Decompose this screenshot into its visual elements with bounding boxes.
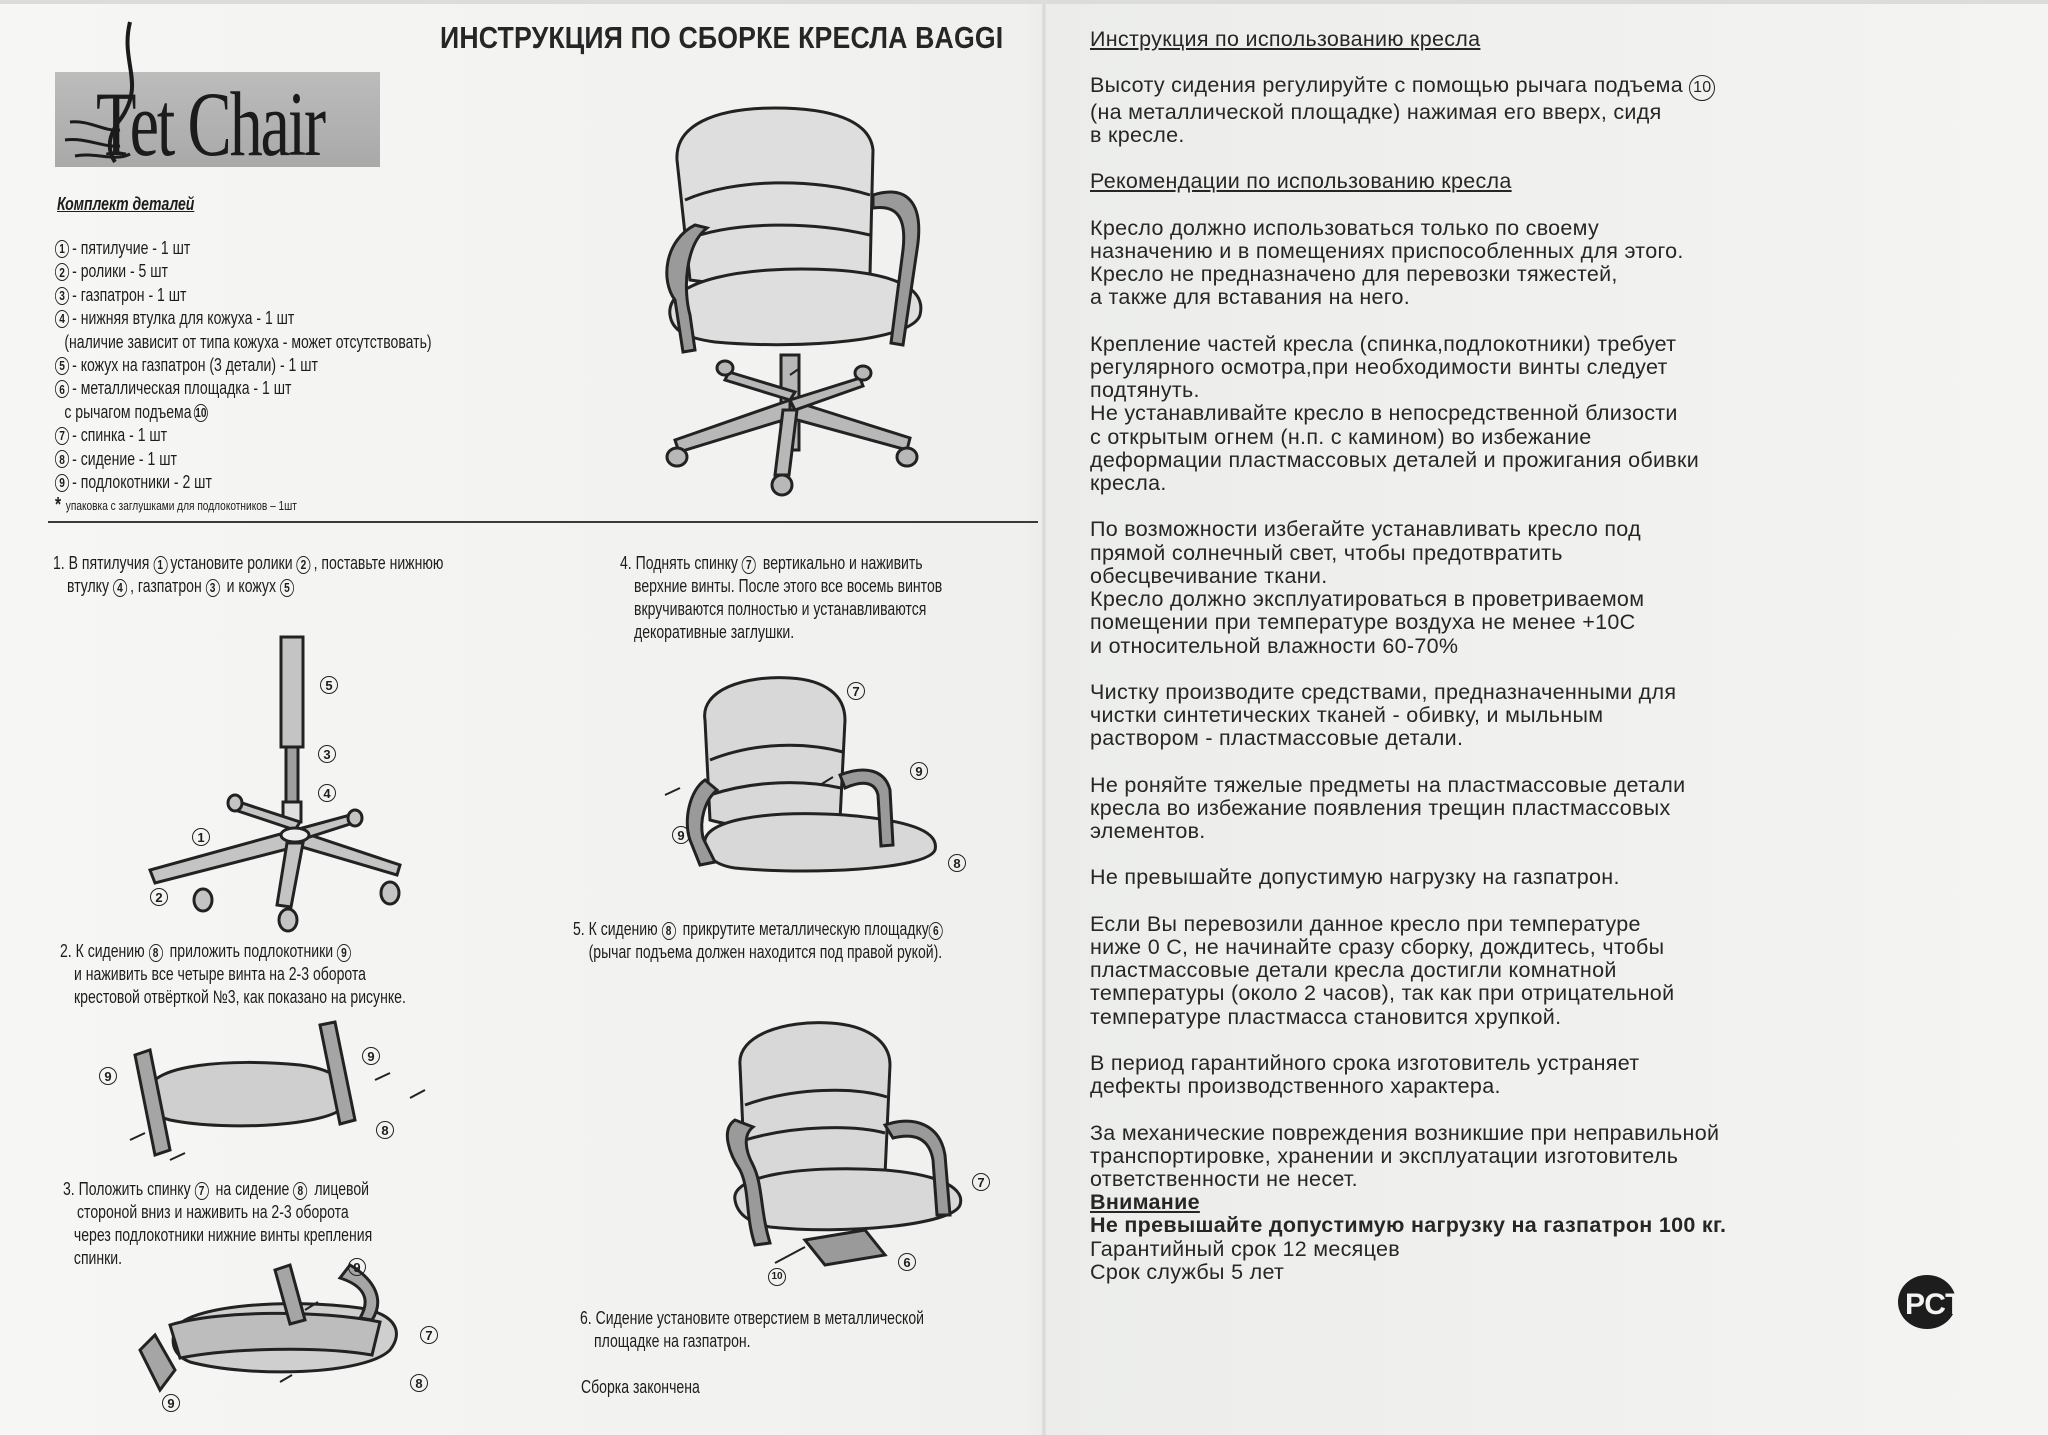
callout-9: 9 [910, 762, 932, 781]
scan-edge [0, 0, 2048, 4]
callout-4: 4 [318, 784, 340, 803]
usage-paragraph: Чистку производите средствами, предназначенными для чистки синтетических тканей - обивку, и мыльным раствором - пластмассовые детали. [1090, 679, 1677, 751]
brand-name: Tet Chair [96, 73, 324, 175]
callout-9: 9 [348, 1258, 370, 1277]
usage-paragraph: Не роняйте тяжелые предметы на пластмассовые детали кресла во избежание появления трещин пластмассовых элементов. [1090, 772, 1686, 844]
callout-9: 9 [99, 1067, 121, 1086]
usage-paragraph: Если Вы перевозили данное кресло при температуре ниже 0 С, не начинайте сразу сборку, дождитесь, чтобы пластмассовые детали кресла достигли комнатной температуры (около 2 часов), так как при отрицательной температуре пластмасса становится хрупкой. [1090, 911, 1675, 1029]
warranty-text: Гарантийный срок 12 месяцев [1090, 1236, 1400, 1261]
step-5-illustration [715, 1015, 975, 1285]
step-4-text: 4. Поднять спинку 7 вертикально и наживить верхние винты. После этого все восемь винтов вкручиваются полностью и устанавливаются декоративные заглушки. [620, 553, 943, 642]
step-2-text: 2. К сидению 8 приложить подлокотники 9 и наживить все четыре винта на 2-3 оборота крестовой отвёрткой №3, как показано на рисунке. [60, 941, 406, 1007]
usage-paragraph: По возможности избегайте устанавливать кресло под прямой солнечный свет, чтобы предотвратить обесцвечивание ткани. Кресло должно эксплуатироваться в проветриваемом помещении при температуре воздуха не менее +10С и относительной влажности 60-70% [1090, 517, 1645, 658]
list-item: 2 - ролики - 5 шт [55, 260, 432, 283]
assembled-chair-illustration [655, 100, 955, 500]
callout-1: 1 [192, 828, 214, 847]
warning-heading: Внимание [1090, 1190, 1200, 1215]
callout-8: 8 [948, 854, 970, 873]
callout-6: 6 [898, 1253, 920, 1272]
page-title: ИНСТРУКЦИЯ ПО СБОРКЕ КРЕСЛА BAGGI [440, 20, 1004, 55]
certification-mark-icon [1895, 1272, 1965, 1332]
list-item: 6 - металлическая площадка - 1 шт [55, 377, 432, 400]
cert-mark-text: РСТ [1905, 1288, 1964, 1321]
step-3-text: 3. Положить спинку 7 на сидение 8 лицевой стороной вниз и наживить на 2-3 оборота через подлокотники нижние винты крепления спинки. [63, 1179, 373, 1268]
list-item: 3 - газпатрон - 1 шт [55, 284, 432, 307]
usage-paragraph: Не превышайте допустимую нагрузку на газпатрон. [1090, 865, 1620, 890]
usage-paragraph: Кресло должно использоваться только по своему назначению и в помещениях приспособленных для этого. Кресло не предназначено для перевозки тяжестей, а также для вставания на него. [1090, 215, 1684, 310]
list-item: 7 - спинка - 1 шт [55, 424, 432, 447]
warning-text: Не превышайте допустимую нагрузку на газпатрон 100 кг. [1090, 1213, 1727, 1238]
usage-paragraph: За механические повреждения возникшие при неправильной транспортировке, хранении и эксплуатации изготовитель ответственности не несет. [1090, 1120, 1720, 1192]
step-6-text: 6. Сидение установите отверстием в металлической площадке на газпатрон. [580, 1308, 924, 1351]
recommendations-heading: Рекомендации по использованию кресла [1090, 169, 1512, 194]
kit-footnote: * упаковка с заглушками для подлокотников – 1шт [55, 494, 297, 517]
callout-8: 8 [376, 1121, 398, 1140]
step-1-text: 1. В пятилучия 1 установите ролики 2 , поставьте нижнюю втулку 4 , газпатрон 3 и кожух 5 [53, 553, 444, 596]
usage-instructions [1090, 28, 2030, 1284]
list-item-note: с рычагом подъема 10 [64, 401, 207, 422]
usage-paragraph: В период гарантийного срока изготовитель устраняет дефекты производственного характера. [1090, 1051, 1640, 1099]
step-5-text: 5. К сидению 8 прикрутите металлическую площадку 6 (рычаг подъема должен находится под правой рукой). [573, 919, 943, 962]
callout-10: 10 [768, 1266, 790, 1286]
list-item: 8 - сидение - 1 шт [55, 448, 432, 471]
list-item: 1 - пятилучие - 1 шт [55, 237, 432, 260]
step-2-illustration [110, 1020, 470, 1160]
callout-9: 9 [362, 1047, 384, 1066]
list-item: 9 - подлокотники - 2 шт [55, 471, 432, 494]
assembly-done: Сборка закончена [581, 1377, 700, 1397]
callout-7: 7 [847, 682, 869, 701]
list-item: 4 - нижняя втулка для кожуха - 1 шт [55, 307, 432, 330]
callout-3: 3 [318, 745, 340, 764]
callout-9: 9 [672, 826, 694, 845]
usage-paragraph: Высоту сидения регулируйте с помощью рычага подъема 10 (на металлической площадке) нажимая его вверх, сидя в кресле. [1090, 74, 2030, 147]
callout-5: 5 [320, 676, 342, 695]
list-item: 5 - кожух на газпатрон (3 детали) - 1 шт [55, 354, 432, 377]
usage-paragraph: Крепление частей кресла (спинка,подлокотники) требует регулярного осмотра,при необходимости винты следует подтянуть. Не устанавливайте кресло в непосредственной близости с открытым огнем (н.п. с камином) во избежание деформации пластмассовых деталей и прожигания обивки кресла. [1090, 331, 1700, 496]
section-divider [48, 521, 1038, 523]
kit-heading: Комплект деталей [57, 194, 195, 214]
callout-2: 2 [150, 888, 172, 907]
kit-list [55, 237, 432, 518]
callout-8: 8 [410, 1374, 432, 1393]
callout-7: 7 [420, 1326, 442, 1345]
usage-heading: Инструкция по использованию кресла [1090, 27, 1481, 51]
service-life-text: Срок службы 5 лет [1090, 1259, 1285, 1284]
list-item-note: (наличие зависит от типа кожуха - может отсутствовать) [64, 331, 432, 352]
callout-9: 9 [162, 1394, 184, 1413]
callout-7: 7 [972, 1173, 994, 1192]
page-fold [1042, 0, 1046, 1435]
step-1-illustration [145, 625, 505, 925]
